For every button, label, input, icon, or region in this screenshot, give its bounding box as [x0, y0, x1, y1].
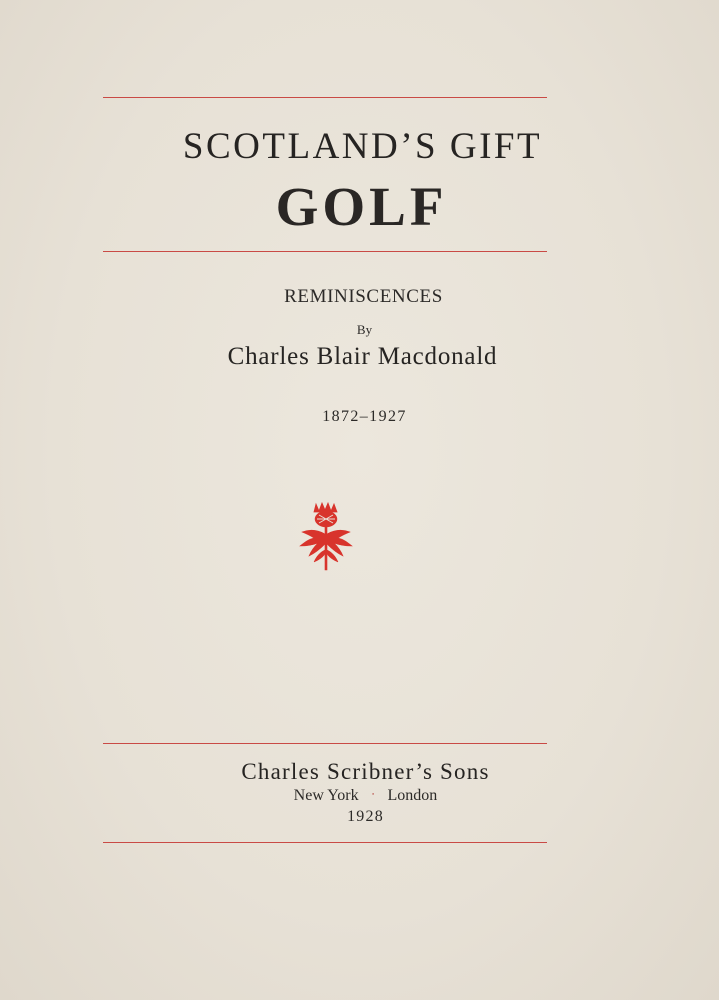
publisher-name: Charles Scribner’s Sons: [241, 759, 490, 784]
bottom-rule: [103, 842, 547, 843]
publication-year: 1928: [347, 808, 384, 825]
place-new-york: New York: [293, 787, 359, 804]
title-line-1: SCOTLAND’S GIFT: [182, 126, 543, 167]
author-name: Charles Blair Macdonald: [227, 343, 498, 370]
thistle-icon: [296, 502, 356, 574]
subtitle: REMINISCENCES: [284, 286, 443, 307]
place-london: London: [387, 787, 438, 804]
top-rule: [103, 97, 547, 98]
title-bottom-rule: [103, 251, 547, 252]
publication-places: [0, 787, 719, 805]
years-range: 1872–1927: [322, 408, 407, 425]
title-line-2: GOLF: [275, 176, 448, 237]
publisher-top-rule: [103, 743, 547, 744]
place-separator: ⸱: [371, 789, 375, 801]
by-line: By: [356, 322, 373, 337]
